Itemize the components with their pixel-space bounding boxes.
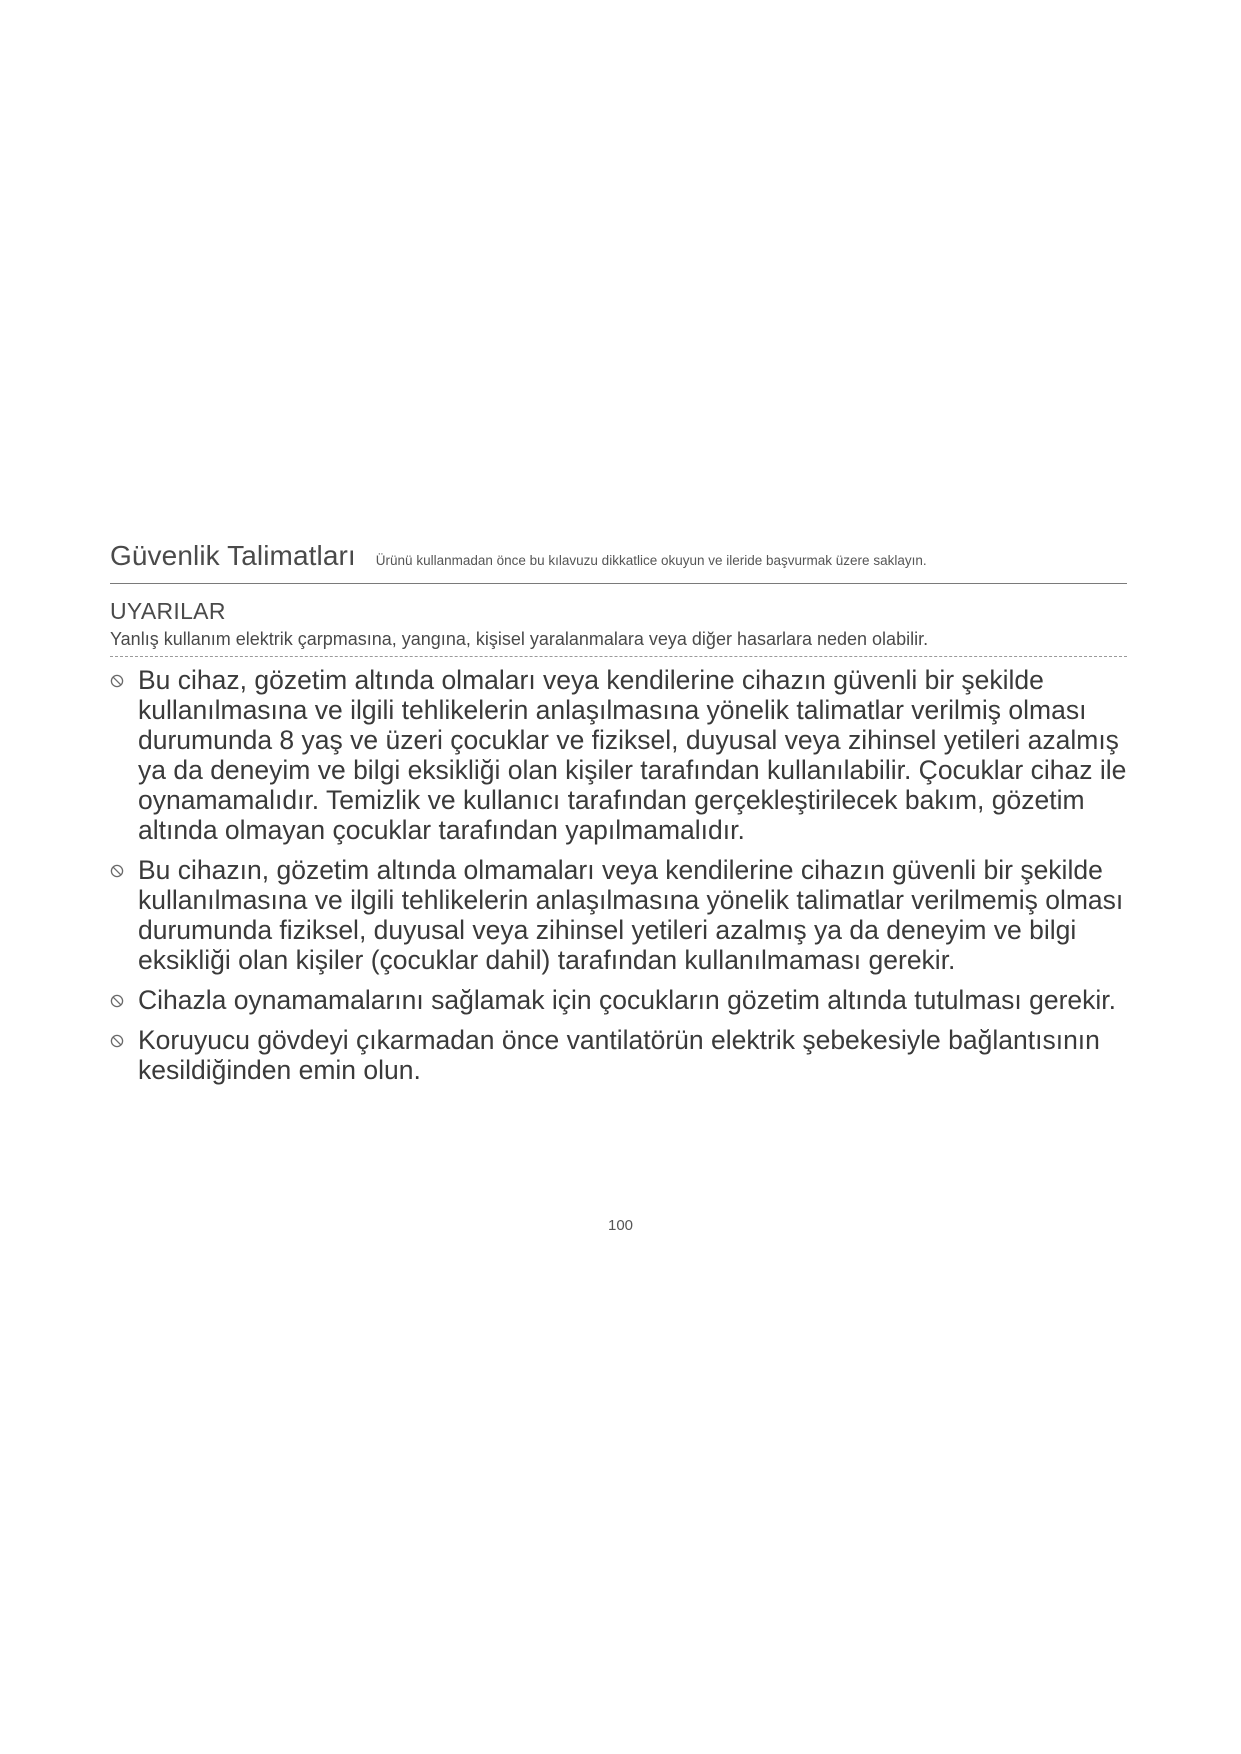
page-number: 100: [607, 1217, 634, 1234]
prohibition-icon: [110, 665, 138, 688]
page-title: Güvenlik Talimatları: [110, 540, 356, 571]
prohibition-icon: [110, 985, 138, 1008]
warning-list: [110, 665, 1127, 1085]
warning-item: [110, 985, 1127, 1015]
prohibition-icon: [110, 855, 138, 878]
warning-text: Bu cihaz, gözetim altında olmaları veya kendilerine cihazın güvenli bir şekilde kullanılmasına ve ilgili tehlikelerin anlaşılmasına yönelik talimatlar verilmiş olması durumunda 8 yaş ve üzeri çocuklar ve fiziksel, duyusal veya zihinsel yetileri azalmış ya da deneyim ve bilgi eksikliği olan kişiler tarafından kullanılabilir. Çocuklar cihaz ile oynamamalıdır. Temizlik ve kullanıcı tarafından gerçekleştirilecek bakım, gözetim altında olmayan çocuklar tarafından yapılmamalıdır.: [138, 665, 1127, 845]
page-subtitle: Ürünü kullanmadan önce bu kılavuzu dikkatlice okuyun ve ileride başvurmak üzere saklayın.: [375, 553, 927, 568]
warning-item: [110, 665, 1127, 845]
prohibition-icon: [110, 1025, 138, 1048]
page-header: [110, 540, 1127, 584]
warning-text: Bu cihazın, gözetim altında olmamaları veya kendilerine cihazın güvenli bir şekilde kullanılmasına ve ilgili tehlikelerin anlaşılmasına yönelik talimatlar verilmemiş olması durumunda fiziksel, duyusal veya zihinsel yetileri azalmış ya da deneyim ve bilgi eksikliği olan kişiler (çocuklar dahil) tarafından kullanılmaması gerekir.: [138, 855, 1124, 975]
warnings-heading: UYARILAR: [110, 598, 226, 624]
warning-item: [110, 855, 1127, 975]
warning-text: Koruyucu gövdeyi çıkarmadan önce vantilatörün elektrik şebekesiyle bağlantısının kesildiğinden emin olun.: [138, 1025, 1100, 1085]
warning-text: Cihazla oynamamalarını sağlamak için çocukların gözetim altında tutulması gerekir.: [138, 985, 1117, 1015]
warning-item: [110, 1025, 1127, 1085]
safety-instructions-page: [110, 540, 1127, 1095]
warnings-intro: Yanlış kullanım elektrik çarpmasına, yangına, kişisel yaralanmalara veya diğer hasarlara neden olabilir.: [110, 629, 1127, 657]
